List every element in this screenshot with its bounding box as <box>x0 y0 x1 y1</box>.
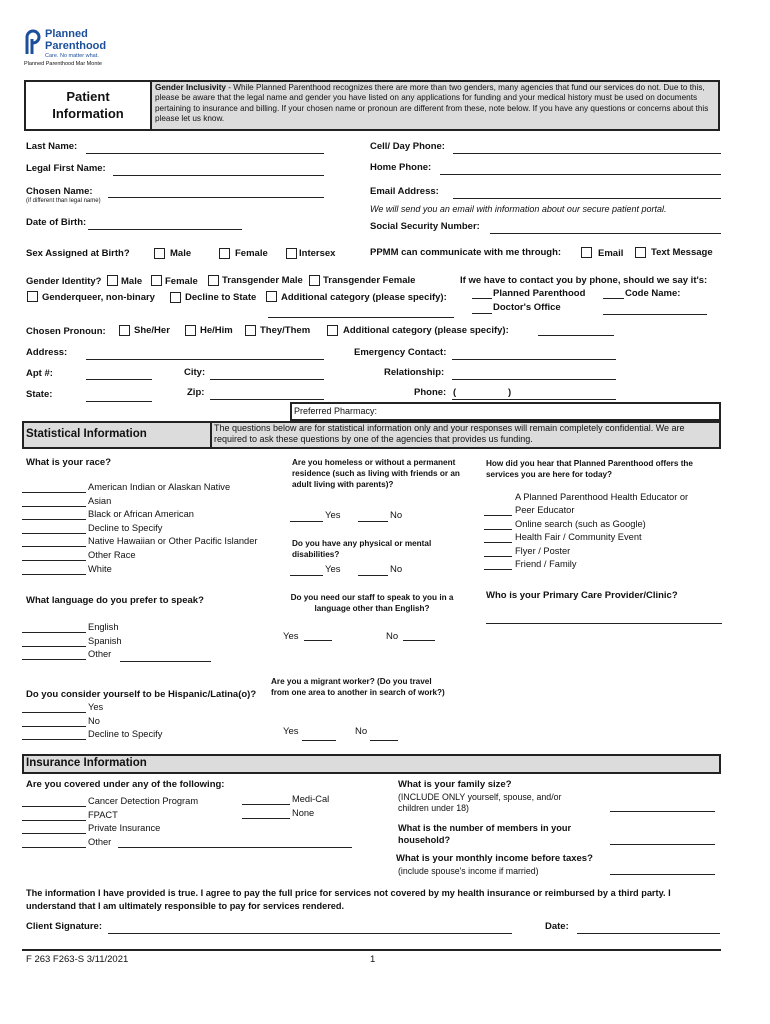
language-field-0[interactable] <box>22 632 86 633</box>
hear-field-2[interactable] <box>484 529 512 530</box>
pronoun-he-label: He/Him <box>200 325 233 336</box>
hear-label-0: A Planned Parenthood Health Educator or <box>515 492 689 502</box>
disability-yes-field[interactable] <box>290 575 323 576</box>
emergency-field[interactable] <box>452 359 616 360</box>
state-label: State: <box>26 389 53 400</box>
agreement-text: The information I have provided is true. I agree to pay the full price for services not covered by my health insurance or reimbursed by a third party. I understand that I am ultimately responsible to pay for services rendered. <box>26 888 671 912</box>
race-label-3: Decline to Specify <box>88 522 163 533</box>
other-lang-yes-field[interactable] <box>304 640 332 641</box>
homeless-no-label: No <box>390 510 403 521</box>
cell-phone-label: Cell/ Day Phone: <box>370 141 445 152</box>
cell-phone-field[interactable] <box>453 153 721 154</box>
hear-question: How did you hear that Planned Parenthood offers the services you are here for today? <box>486 459 693 480</box>
logo-tagline: Care. No matter what. <box>45 53 99 59</box>
insurance-title-box <box>22 754 721 774</box>
pronoun-he-checkbox[interactable] <box>185 325 196 336</box>
phone-paren-close: ) <box>508 387 512 398</box>
relationship-label: Relationship: <box>384 367 445 378</box>
language-field-1[interactable] <box>22 646 86 647</box>
race-field-6[interactable] <box>22 574 86 575</box>
race-field-4[interactable] <box>22 546 86 547</box>
statistical-title-box <box>22 421 212 449</box>
gender-tmale-label: Transgender Male <box>222 275 303 286</box>
hispanic-field-1[interactable] <box>22 726 86 727</box>
dob-field[interactable] <box>88 229 242 230</box>
income-question: What is your monthly income before taxes? <box>396 853 593 864</box>
code-label: Code Name: <box>625 288 681 299</box>
race-label-4: Native Hawaiian or Other Pacific Islander <box>88 536 258 547</box>
hear-label-2: Online search (such as Google) <box>515 518 646 529</box>
pronoun-they-checkbox[interactable] <box>245 325 256 336</box>
gender-tfemale-label: Transgender Female <box>323 275 416 286</box>
hispanic-question: Do you consider yourself to be Hispanic/Latina(o)? <box>26 689 257 700</box>
gender-label: Gender Identity? <box>26 276 102 287</box>
pcp-question: Who is your Primary Care Provider/Clinic? <box>486 590 678 601</box>
patient-info-title-box <box>24 80 152 131</box>
hispanic-label-0: Yes <box>88 702 104 712</box>
statistical-note: The questions below are for statistical information only and your responses will remain completely confidential. We are required to ask these questions by one of the agencies that provides us funding. <box>214 423 685 444</box>
pp-field[interactable] <box>472 298 492 299</box>
race-label-1: Asian <box>88 495 112 506</box>
hear-label-4: Flyer / Poster <box>515 545 571 556</box>
date-label: Date: <box>545 921 569 932</box>
gender-gq-label: Genderqueer, non-binary <box>42 292 155 303</box>
state-field[interactable] <box>86 401 152 402</box>
insurance-left-label-3: Other <box>88 836 112 847</box>
apt-label: Apt #: <box>26 368 53 379</box>
emergency-label: Emergency Contact: <box>354 347 447 358</box>
insurance-left-label-0: Cancer Detection Program <box>88 796 199 806</box>
race-field-1[interactable] <box>22 506 86 507</box>
migrant-yes-field[interactable] <box>302 740 336 741</box>
chosen-name-label: Chosen Name: <box>26 186 93 197</box>
pp-label: Planned Parenthood <box>493 288 586 299</box>
affiliate-name: Planned Parenthood Mar Monte <box>24 61 102 67</box>
sex-intersex-checkbox[interactable] <box>286 248 297 259</box>
income-note: (include spouse's income if married) <box>398 866 539 876</box>
gender-inclusivity-box <box>150 80 720 131</box>
ppmm-email-label: Email <box>598 248 624 259</box>
code-field[interactable] <box>603 298 624 299</box>
other-lang-no-field[interactable] <box>403 640 435 641</box>
insurance-left-field-1[interactable] <box>22 820 86 821</box>
other-language-question: Do you need our staff to speak to you in a language other than English? <box>290 593 454 614</box>
language-label-2: Other <box>88 649 112 660</box>
gender-female-label: Female <box>165 276 198 287</box>
phone-say-label: If we have to contact you by phone, should we say it's: <box>460 275 708 286</box>
other-lang-no-label: No <box>386 631 399 642</box>
insurance-left-label-2: Private Insurance <box>88 823 161 834</box>
gender-gq-checkbox[interactable] <box>27 291 38 302</box>
homeless-no-field[interactable] <box>358 521 388 522</box>
form-number: F 263 F263-S 3/11/2021 <box>26 954 129 965</box>
ssn-field[interactable] <box>490 233 721 234</box>
relationship-field[interactable] <box>452 379 616 380</box>
sex-label: Sex Assigned at Birth? <box>26 248 130 259</box>
hear-label-3: Health Fair / Community Event <box>515 532 642 543</box>
statistical-note-box <box>210 421 721 449</box>
email-note: We will send you an email with information about our secure patient portal. <box>370 204 667 214</box>
disability-no-label: No <box>390 564 403 575</box>
title-line1: Patient <box>66 89 110 104</box>
hispanic-field-2[interactable] <box>22 739 86 740</box>
other-language-field[interactable] <box>120 661 211 662</box>
phone-label: Phone: <box>414 387 447 398</box>
signature-label: Client Signature: <box>26 921 103 932</box>
home-phone-label: Home Phone: <box>370 162 432 173</box>
gender-tfemale-checkbox[interactable] <box>309 275 320 286</box>
insurance-left-field-0[interactable] <box>22 806 86 807</box>
phone-paren-open: ( <box>453 387 457 398</box>
insurance-right-label-0: Medi-Cal <box>292 794 330 804</box>
chosen-name-field[interactable] <box>108 197 324 198</box>
dob-label: Date of Birth: <box>26 217 87 228</box>
gender-decline-label: Decline to State <box>185 292 257 303</box>
chosen-name-note: (if different than legal name) <box>26 198 101 204</box>
gender-male-checkbox[interactable] <box>107 275 118 286</box>
title-line2: Information <box>52 106 124 121</box>
hispanic-label-2: Decline to Specify <box>88 729 163 740</box>
apt-field[interactable] <box>86 379 152 380</box>
ppmm-label: PPMM can communicate with me through: <box>370 247 562 258</box>
legal-first-label: Legal First Name: <box>26 163 106 174</box>
sex-male-checkbox[interactable] <box>154 248 165 259</box>
ppmm-text-label: Text Message <box>651 247 713 258</box>
disability-yes-label: Yes <box>325 564 341 575</box>
race-field-0[interactable] <box>22 492 86 493</box>
covered-question: Are you covered under any of the following: <box>26 779 225 790</box>
pronoun-she-checkbox[interactable] <box>119 325 130 336</box>
gender-additional-label: Additional category (please specify): <box>281 292 447 303</box>
inclusivity-note: Gender Inclusivity - While Planned Parenthood recognizes there are more than two genders, many agencies that fund our services do not. Due to this, please be aware that the legal name and gender you have listed on any applications for funding and your medical history must be used on documents pertaining to insurance and billing. If your chosen name or pronoun are different from these, note below. If you have any questions or concerns about this please let us know. <box>155 83 709 123</box>
homeless-yes-label: Yes <box>325 510 341 521</box>
hear-field-1[interactable] <box>484 515 512 516</box>
race-label-5: Other Race <box>88 550 136 560</box>
city-field[interactable] <box>210 379 324 380</box>
hear-field-3[interactable] <box>484 542 512 543</box>
sex-intersex-label: Intersex <box>299 248 336 259</box>
pronoun-additional-checkbox[interactable] <box>327 325 338 336</box>
ssn-label: Social Security Number: <box>370 221 480 232</box>
insurance-right-label-1: None <box>292 807 315 818</box>
last-name-label: Last Name: <box>26 141 78 152</box>
hear-field-4[interactable] <box>484 556 512 557</box>
gender-additional-field[interactable] <box>268 317 454 318</box>
race-label-2: Black or African American <box>88 509 194 520</box>
city-label: City: <box>184 367 206 378</box>
insurance-right-field-0[interactable] <box>242 804 290 805</box>
home-phone-field[interactable] <box>440 174 721 175</box>
race-label-6: White <box>88 563 112 574</box>
homeless-yes-field[interactable] <box>290 521 323 522</box>
insurance-left-field-2[interactable] <box>22 833 86 834</box>
hispanic-field-0[interactable] <box>22 712 86 713</box>
email-label: Email Address: <box>370 186 439 197</box>
pronoun-additional-field[interactable] <box>538 335 614 336</box>
migrant-no-field[interactable] <box>370 740 398 741</box>
zip-field[interactable] <box>210 399 324 400</box>
race-question: What is your race? <box>26 457 111 468</box>
family-size-question: What is your family size? <box>398 779 512 790</box>
disability-no-field[interactable] <box>358 575 388 576</box>
insurance-title: Insurance Information <box>26 757 147 769</box>
code-name-field[interactable] <box>603 314 707 315</box>
statistical-title: Statistical Information <box>26 428 147 440</box>
income-field[interactable] <box>610 874 715 875</box>
race-field-3[interactable] <box>22 533 86 534</box>
migrant-question: Are you a migrant worker? (Do you travel from one area to another in search of work?) <box>271 677 445 698</box>
pronoun-she-label: She/Her <box>134 325 170 336</box>
insurance-left-label-1: FPACT <box>88 809 118 820</box>
homeless-question: Are you homeless or without a permanent residence (such as living with friends or an adult living with parents)? <box>292 458 460 490</box>
race-field-2[interactable] <box>22 519 86 520</box>
members-field[interactable] <box>610 844 715 845</box>
zip-label: Zip: <box>187 387 205 398</box>
hispanic-label-1: No <box>88 715 100 726</box>
footer-divider <box>22 949 721 951</box>
language-label-0: English <box>88 622 119 632</box>
disability-question: Do you have any physical or mental disabilities? <box>292 539 432 560</box>
hear-label-5: Friend / Family <box>515 559 577 569</box>
page-number: 1 <box>370 954 376 965</box>
hear-label-1: Peer Educator <box>515 505 575 516</box>
members-question: What is the number of members in your household? <box>398 823 572 845</box>
legal-first-field[interactable] <box>113 175 324 176</box>
family-size-note: (INCLUDE ONLY yourself, spouse, and/or children under 18) <box>398 792 562 813</box>
pcp-field[interactable] <box>486 623 722 624</box>
sex-male-label: Male <box>170 248 192 259</box>
migrant-yes-label: Yes <box>283 726 299 737</box>
last-name-field[interactable] <box>86 153 324 154</box>
gender-male-label: Male <box>121 276 143 287</box>
doctor-label: Doctor's Office <box>493 302 561 313</box>
migrant-no-label: No <box>355 726 368 737</box>
email-field[interactable] <box>453 198 721 199</box>
emergency-phone-field[interactable] <box>452 399 616 400</box>
ppmm-text-checkbox[interactable] <box>635 247 646 258</box>
gender-additional-checkbox[interactable] <box>266 291 277 302</box>
pronoun-label: Chosen Pronoun: <box>26 326 106 337</box>
hear-field-5[interactable] <box>484 569 512 570</box>
sex-female-checkbox[interactable] <box>219 248 230 259</box>
language-field-2[interactable] <box>22 659 86 660</box>
other-lang-yes-label: Yes <box>283 631 299 642</box>
date-field[interactable] <box>577 933 720 934</box>
address-label: Address: <box>26 347 68 358</box>
gender-tmale-checkbox[interactable] <box>208 275 219 286</box>
sex-female-label: Female <box>235 248 268 259</box>
doctor-field[interactable] <box>472 313 492 314</box>
family-size-field[interactable] <box>610 811 715 812</box>
ppmm-email-checkbox[interactable] <box>581 247 592 258</box>
address-field[interactable] <box>86 359 324 360</box>
signature-field[interactable] <box>108 933 512 934</box>
pronoun-they-label: They/Them <box>260 325 311 336</box>
language-question: What language do you prefer to speak? <box>26 595 204 606</box>
insurance-right-field-1[interactable] <box>242 818 290 819</box>
logo-line2: Parenthood <box>45 40 107 52</box>
gender-decline-checkbox[interactable] <box>170 292 181 303</box>
other-insurance-field[interactable] <box>118 847 352 848</box>
language-label-1: Spanish <box>88 635 122 646</box>
pronoun-additional-label: Additional category (please specify): <box>343 325 509 336</box>
insurance-left-field-3[interactable] <box>22 847 86 848</box>
logo-line1: Planned <box>45 28 88 40</box>
planned-parenthood-logo-icon <box>24 28 42 56</box>
race-field-5[interactable] <box>22 560 86 561</box>
pharmacy-box[interactable] <box>290 402 721 421</box>
pharmacy-label: Preferred Pharmacy: <box>294 406 378 416</box>
gender-female-checkbox[interactable] <box>151 275 162 286</box>
race-label-0: American Indian or Alaskan Native <box>88 482 231 492</box>
